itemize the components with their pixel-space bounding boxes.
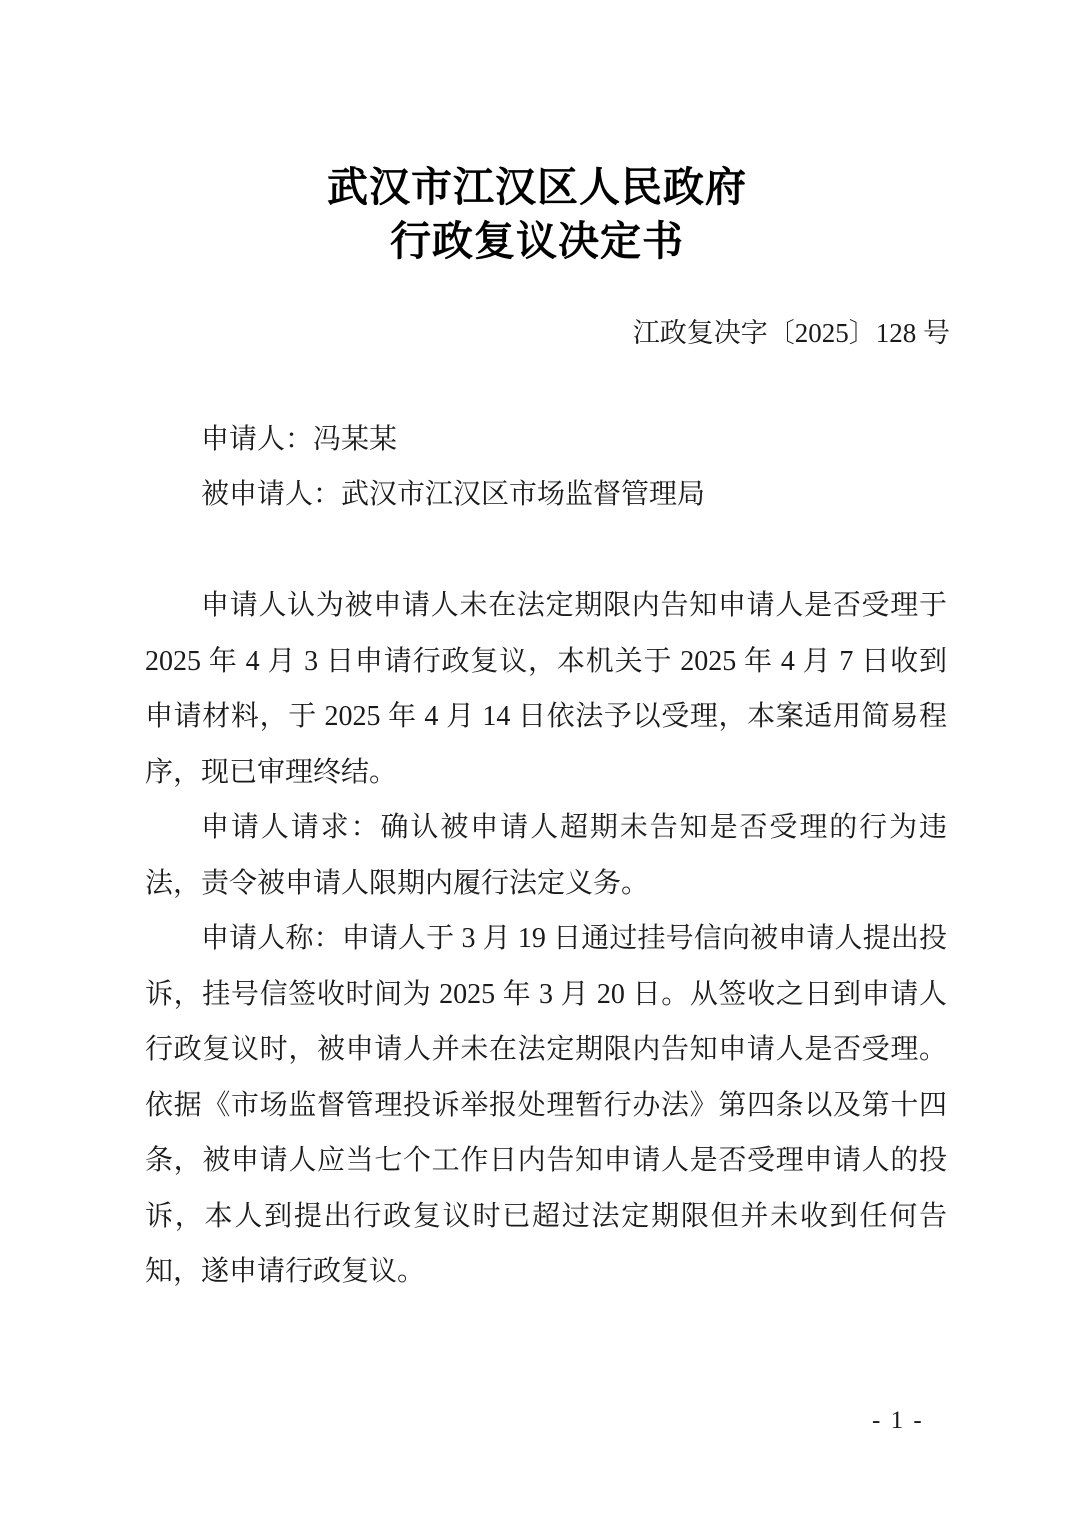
document-title-line2: 行政复议决定书 <box>390 218 684 264</box>
page-number: - 1 - <box>872 1407 924 1434</box>
document-number: 江政复决字〔2025〕128 号 <box>632 318 950 348</box>
applicant-line: 申请人：冯某某 <box>201 424 398 455</box>
parties-block <box>145 412 950 522</box>
document-title <box>0 160 1074 268</box>
document-title-line1: 武汉市江汉区人民政府 <box>327 164 747 210</box>
body-paragraph-1: 申请人认为被申请人未在法定期限内告知申请人是否受理于 2025 年 4 月 3 日申请行政复议，本机关于 2025 年 4 月 7 日收到申请材料，于 2025 年 4 月 14 日依法予以受理，本案适用简易程序，现已审理终结。 <box>145 590 947 788</box>
respondent-line: 被申请人：武汉市江汉区市场监督管理局 <box>201 479 706 510</box>
document-body <box>145 578 947 1300</box>
body-paragraph-3: 申请人称：申请人于 3 月 19 日通过挂号信向被申请人提出投诉，挂号信签收时间为 2025 年 3 月 20 日。从签收之日到申请人行政复议时，被申请人并未在法定期限内告知申请人是否受理。依据《市场监督管理投诉举报处理暂行办法》第四条以及第十四条，被申请人应当七个工作日内告知申请人是否受理申请人的投诉，本人到提出行政复议时已超过法定期限但并未收到任何告知，遂申请行政复议。 <box>145 923 947 1287</box>
body-paragraph-2: 申请人请求：确认被申请人超期未告知是否受理的行为违法，责令被申请人限期内履行法定义务。 <box>145 812 947 899</box>
